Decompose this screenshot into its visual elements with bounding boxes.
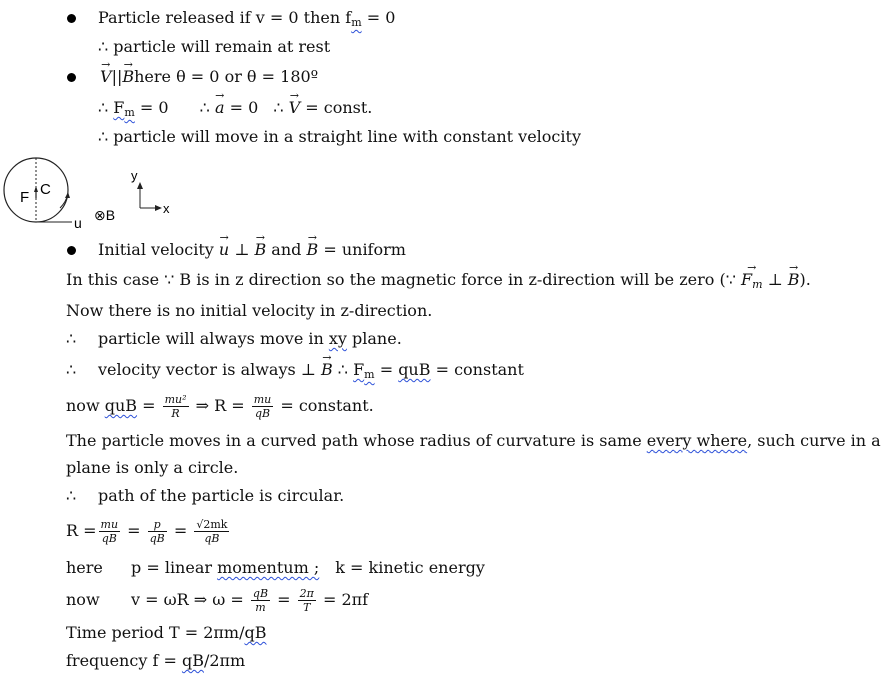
y-axis-arrow <box>137 182 143 189</box>
p1-perp: ⊥ <box>762 270 788 289</box>
bullet-dot <box>67 73 76 82</box>
momentum-line <box>131 558 485 578</box>
denominator: qB <box>149 532 165 545</box>
circular-path-line: path of the particle is circular. <box>98 486 345 505</box>
denominator: qB <box>254 407 271 420</box>
vector-b: → B <box>306 240 318 260</box>
therefore: ∴ <box>273 98 289 117</box>
b1-tail: = 0 <box>361 8 396 27</box>
numerator: √2mk <box>196 518 228 531</box>
p9-momentum: momentum ; <box>217 558 320 577</box>
vector-b: → B <box>788 270 800 290</box>
bullet-dot <box>67 246 76 255</box>
therefore: ∴ <box>98 98 114 117</box>
paragraph-z-force <box>66 270 811 295</box>
bullet-2-line2 <box>98 98 372 123</box>
force-arrow-head <box>34 186 38 192</box>
p5-pre: now <box>66 396 105 415</box>
xy-plane-line <box>98 329 402 349</box>
numerator: mu <box>100 518 119 531</box>
b1-line: Particle released if v = 0 then f <box>98 8 352 27</box>
b3-perp: ⊥ <box>229 240 255 259</box>
vector-v: → V <box>289 98 301 118</box>
denominator: R <box>171 407 180 420</box>
radius-equation <box>66 393 374 420</box>
p4-f: F <box>353 360 365 379</box>
vector-b: → B <box>122 67 134 87</box>
p4-eq: = <box>374 360 399 379</box>
bullet-2-text <box>100 67 318 87</box>
eq1: = 0 <box>224 98 259 117</box>
p1-close: ). <box>799 270 811 289</box>
p10-post: = 2πf <box>317 590 369 609</box>
b2-rest: here θ = 0 or θ = 180º <box>134 67 319 86</box>
b3-end: = uniform <box>318 240 406 259</box>
eq0: = 0 <box>134 98 169 117</box>
denominator: qB <box>101 532 117 545</box>
bullet-1-text <box>98 8 395 33</box>
p6a-sq: every where <box>646 431 748 450</box>
label-y: y <box>131 168 138 183</box>
numerator: mu² <box>164 393 187 406</box>
vector-u: → u <box>219 240 229 260</box>
velocity-perp-line <box>98 360 524 385</box>
omega-line <box>131 587 368 614</box>
p12-qb: qB <box>181 651 204 670</box>
denominator: T <box>303 601 311 614</box>
denominator: qB <box>204 532 220 545</box>
paragraph-circle: plane is only a circle. <box>66 458 239 477</box>
p5-post: = constant. <box>275 396 374 415</box>
bullet-dot <box>67 14 76 23</box>
p3-pre: particle will always move in <box>98 329 329 348</box>
p6a-pre: The particle moves in a curved path whose radius of curvature is same <box>66 431 647 450</box>
p10-eq: = <box>272 590 296 609</box>
vector-b: → B <box>321 360 333 380</box>
therefore-symbol: ∴ <box>66 360 77 379</box>
p8-pre: R = <box>66 521 97 540</box>
p1-f: F <box>741 270 753 289</box>
p9-k: k = kinetic energy <box>335 558 485 577</box>
x-axis-arrow <box>155 205 162 211</box>
p12-post: /2πm <box>203 651 246 670</box>
fraction <box>251 587 270 614</box>
vector-a: → a <box>215 98 225 118</box>
fraction <box>298 587 316 614</box>
label-c: C <box>40 181 51 198</box>
p11-qb: qB <box>244 623 267 642</box>
fraction <box>163 393 189 420</box>
time-period-line <box>66 623 266 643</box>
vector-f <box>741 270 763 295</box>
p8-eq1: = <box>122 521 146 540</box>
p6a-post: , such curve in a <box>747 431 881 450</box>
numerator: qB <box>252 587 269 600</box>
frequency-line <box>66 651 245 671</box>
fraction <box>194 518 229 545</box>
p4-qub: quB <box>398 360 431 379</box>
label-u: u <box>74 215 82 231</box>
p12-pre: frequency f = <box>66 651 182 670</box>
numerator: mu <box>253 393 272 406</box>
label-b-into-page: ⊗B <box>94 207 116 223</box>
paragraph-curvature <box>66 431 881 451</box>
fraction <box>99 518 121 545</box>
p1-text: In this case ∵ B is in z direction so the magnetic force in z-direction will be zero (∵ <box>66 270 741 289</box>
numerator: p <box>148 518 167 532</box>
b3-pre: Initial velocity <box>98 240 219 259</box>
p5-arrow: ⇒ R = <box>190 396 250 415</box>
p4-pre: velocity vector is always ⊥ <box>98 360 321 379</box>
b3-mid: and <box>266 240 307 259</box>
therefore-symbol: ∴ <box>66 329 77 348</box>
denominator: m <box>255 601 266 614</box>
p1-fsub: m <box>752 278 763 291</box>
p3-xy: xy <box>328 329 347 348</box>
p11-pre: Time period T = 2πm/ <box>66 623 245 642</box>
p5-qub: quB <box>104 396 138 415</box>
vector-b: → B <box>254 240 266 260</box>
vector-v: → V <box>100 67 112 87</box>
circular-motion-diagram <box>0 152 200 232</box>
paragraph-no-z-velocity: Now there is no initial velocity in z-direction. <box>66 301 433 320</box>
eq2: = const. <box>300 98 373 117</box>
therefore: ∴ <box>199 98 215 117</box>
bullet-1-result: ∴ particle will remain at rest <box>98 37 331 56</box>
p4-mid: ∴ <box>332 360 354 379</box>
force-f: F <box>113 98 125 117</box>
p3-post: plane. <box>346 329 402 348</box>
p8-eq2: = <box>168 521 193 540</box>
bullet-3-text <box>98 240 406 260</box>
p4-post: = constant <box>430 360 524 379</box>
fraction <box>148 518 167 545</box>
p4-fsub: m <box>364 368 375 381</box>
b2-bars: || <box>111 67 123 86</box>
bullet-2-result: ∴ particle will move in a straight line with constant velocity <box>98 127 581 146</box>
b1-sub: m <box>351 16 362 29</box>
fraction <box>252 393 274 420</box>
numerator: 2π <box>299 587 314 600</box>
p5-eq: = <box>137 396 161 415</box>
p9-p: p = linear <box>131 558 218 577</box>
here-label: here <box>66 558 103 577</box>
now-label: now <box>66 590 100 609</box>
force-sub: m <box>124 106 135 119</box>
p10-v: v = ωR ⇒ ω = <box>131 590 249 609</box>
label-x: x <box>163 201 170 216</box>
therefore-symbol: ∴ <box>66 486 77 505</box>
radius-fractions <box>66 518 231 545</box>
label-f: F <box>20 189 30 206</box>
